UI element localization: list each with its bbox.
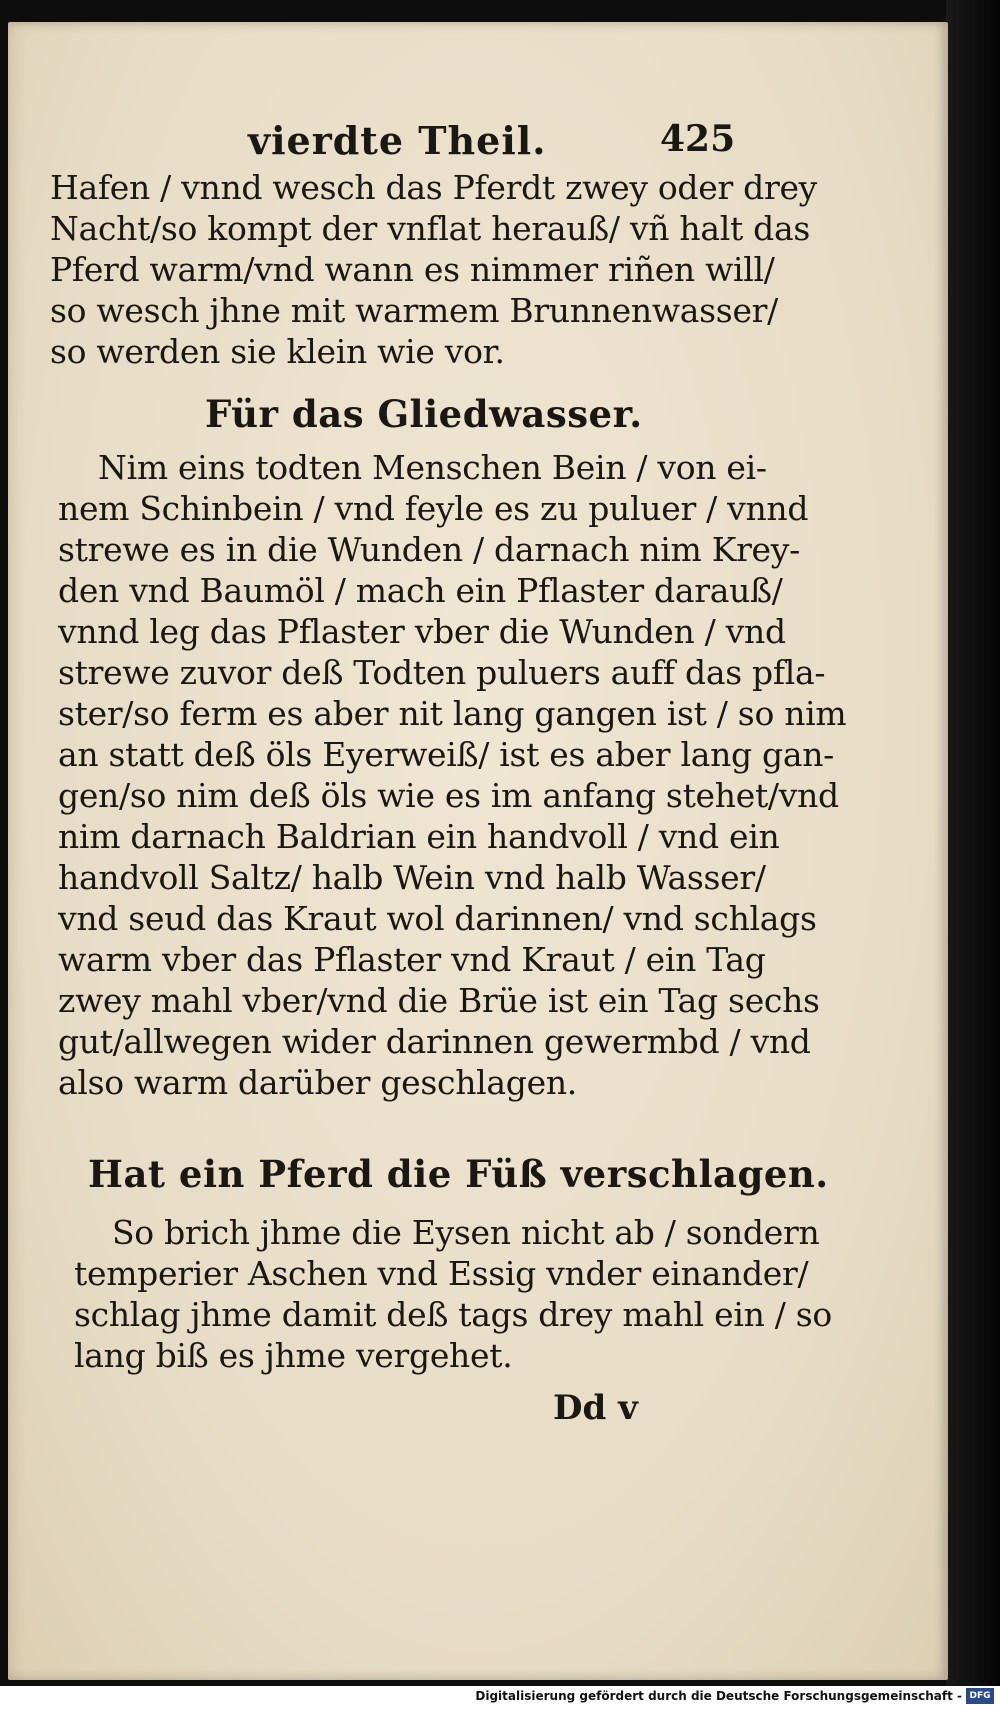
text-line: ster/so ferm es aber nit lang gangen ist / so nim [58, 694, 847, 733]
text-line: vnd seud das Kraut wol darinnen/ vnd schlags [58, 899, 817, 938]
text-line: vnnd leg das Pflaster vber die Wunden / vnd [58, 612, 786, 651]
text-line: handvoll Saltz/ halb Wein vnd halb Wasser/ [58, 858, 766, 897]
text-line: Hafen / vnnd wesch das Pferdt zwey oder drey [50, 168, 818, 207]
text-line: schlag jhme damit deß tags drey mahl ein / so [74, 1295, 832, 1334]
section-heading: Für das Gliedwasser. [205, 392, 643, 436]
text-line: gen/so nim deß öls wie es im anfang stehet/vnd [58, 776, 839, 815]
section-heading: Hat ein Pferd die Füß verschlagen. [88, 1152, 829, 1196]
text-line: gut/allwegen wider darinnen gewermbd / vnd [58, 1022, 811, 1061]
footer-credit: Digitalisierung gefördert durch die Deutsche Forschungsgemeinschaft - [475, 1689, 962, 1703]
text-line: an statt deß öls Eyerweiß/ ist es aber lang gan- [58, 735, 835, 774]
scan-edge [946, 0, 1000, 1686]
text-line: So brich jhme die Eysen nicht ab / sondern [112, 1213, 820, 1252]
text-line: lang biß es jhme vergehet. [74, 1336, 513, 1375]
text-line: den vnd Baumöl / mach ein Pflaster darauß/ [58, 571, 783, 610]
text-line: Pferd warm/vnd wann es nimmer riñen will/ [50, 250, 775, 289]
text-line: strewe zuvor deß Todten puluers auff das pfla- [58, 653, 826, 692]
text-line: strewe es in die Wunden / darnach nim Krey- [58, 530, 800, 569]
text-line: Nacht/so kompt der vnflat herauß/ vñ halt das [50, 209, 810, 248]
page-number: 425 [660, 118, 736, 160]
text-line: so wesch jhne mit warmem Brunnenwasser/ [50, 291, 778, 330]
text-line: nem Schinbein / vnd feyle es zu puluer / vnnd [58, 489, 809, 528]
text-line: zwey mahl vber/vnd die Brüe ist ein Tag sechs [58, 981, 820, 1020]
text-line: Nim eins todten Menschen Bein / von ei- [98, 448, 767, 487]
text-line: so werden sie klein wie vor. [50, 332, 505, 371]
text-line: also warm darüber geschlagen. [58, 1063, 577, 1102]
catchword: Dd v [553, 1388, 638, 1428]
running-header-title: vierdte Theil. [248, 118, 547, 163]
text-line: temperier Aschen vnd Essig vnder einander/ [74, 1254, 809, 1293]
text-line: warm vber das Pflaster vnd Kraut / ein Tag [58, 940, 766, 979]
text-line: nim darnach Baldrian ein handvoll / vnd ein [58, 817, 780, 856]
dfg-logo: DFG [966, 1688, 994, 1704]
